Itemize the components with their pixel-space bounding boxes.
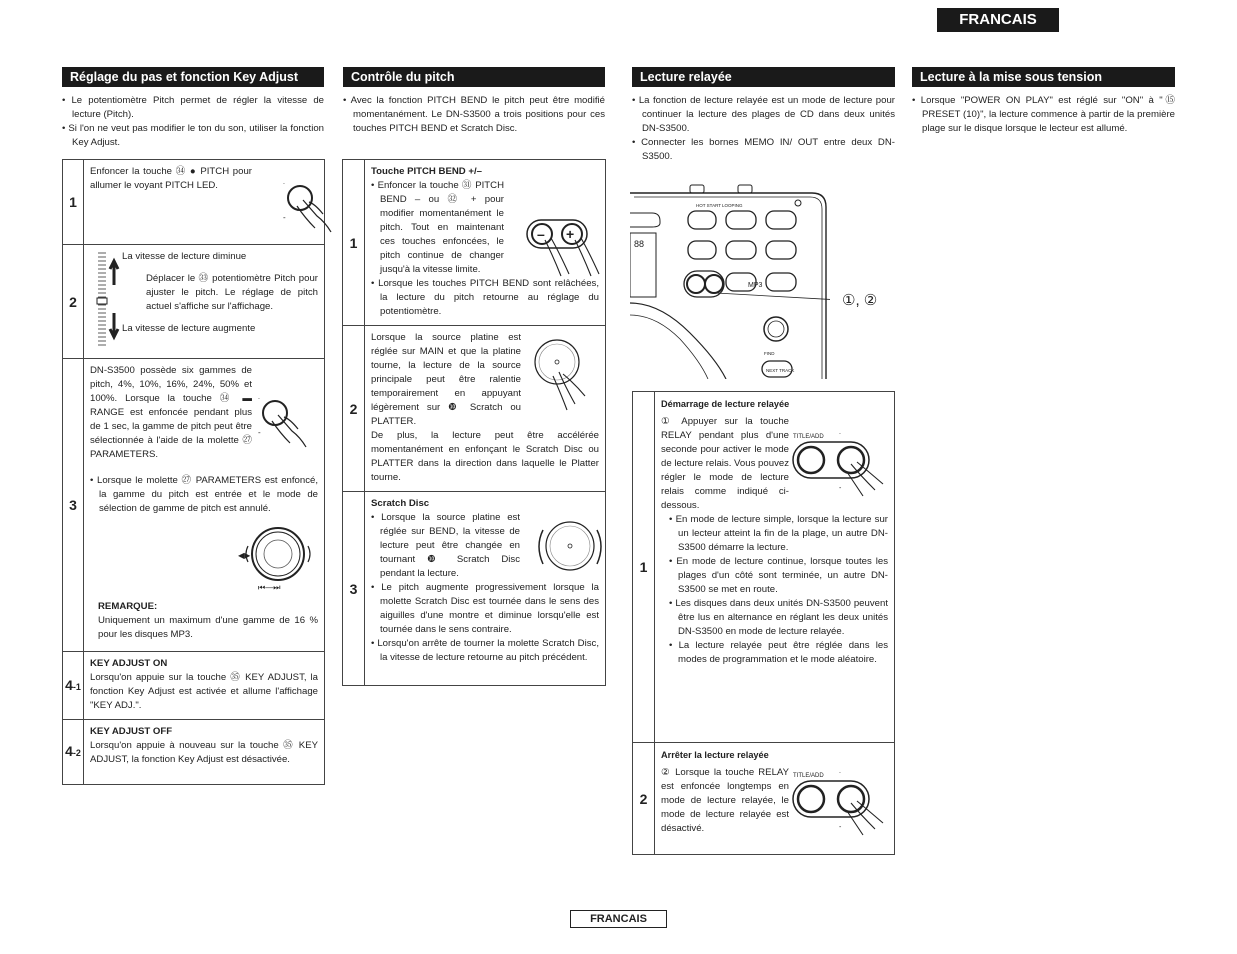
step-body	[365, 160, 606, 326]
step-bullet: • En mode de lecture continue, lorsque toutes les plages d'un côté sont terminée, un autre DN-S3500 se met en route.	[669, 556, 888, 595]
step-number: 1	[343, 160, 365, 326]
step-title: Arrêter la lecture relayée	[661, 750, 769, 760]
intro-bullets	[62, 94, 324, 150]
step-text-2: De plus, la lecture peut être accélérée momentanément en enfonçant le Scratch Disc ou PLATTER dans la direction dans laquelle le Platter tourne.	[371, 430, 599, 483]
step-number: 2	[633, 743, 655, 855]
steps-table-relay	[632, 391, 895, 855]
step-row	[63, 245, 325, 359]
step-number: 3	[343, 492, 365, 686]
intro-bullets	[912, 94, 1175, 136]
step-row	[343, 492, 606, 686]
footer-language-label: FRANCAIS	[570, 910, 667, 928]
section-heading-power-on-play: Lecture à la mise sous tension	[912, 67, 1175, 87]
step-text: DN-S3500 possède six gammes de pitch, 4%, 10%, 16%, 24%, 50% et 100%. Lorsque la touche ㉞ ▬ RANGE est enfoncée pendant plus de 1 sec, la gamme de pitch peut être sélectionnée à l'aide de la molette ㉗ PARAMETERS.	[90, 365, 252, 460]
step-row	[633, 392, 895, 743]
language-tab: FRANCAIS	[937, 8, 1059, 32]
step-bullet: • Lorsque la source platine est réglée sur BEND, la vitesse de lecture peut être changée en tournant ❿ Scratch Disc pendant la lecture.	[371, 512, 520, 579]
relay-button-press-icon	[791, 767, 891, 837]
step-text: Lorsqu'on appuie à nouveau sur la touche ㉟ KEY ADJUST, la fonction Key Adjust est désactivée.	[90, 740, 318, 765]
step-number: 1	[63, 160, 84, 245]
step-title: Scratch Disc	[371, 498, 430, 509]
svg-text:.: .	[283, 179, 285, 186]
step-body	[365, 326, 606, 492]
step-title: KEY ADJUST ON	[90, 658, 168, 669]
finger-press-button-icon	[279, 174, 339, 236]
figure-callout: ①, ②	[842, 292, 878, 309]
parameters-knob-icon	[238, 522, 318, 594]
step-body	[655, 743, 895, 855]
step-body	[84, 245, 325, 359]
section-heading-relay-play: Lecture relayée	[632, 67, 895, 87]
bullet-item: • Avec la fonction PITCH BEND le pitch peut être modifié momentanément. Le DN-S3500 a trois positions pour ces touches PITCH BEND et Scratch Disc.	[343, 95, 605, 134]
slider-top-caption: La vitesse de lecture diminue	[122, 251, 247, 262]
pitch-slider-icon	[96, 249, 122, 353]
finger-press-button-icon	[254, 389, 314, 451]
step-text: ① Appuyer sur la touche RELAY pendant plus d'une seconde pour activer le mode de lecture relais. Vous pouvez régler le mode de lecture relais comme indiqué ci-dessous.	[661, 416, 789, 511]
step-bullet: • Lorsque le molette ㉗ PARAMETERS est enfoncé, la gamme du pitch est entrée et le mode de sélection de gamme de pitch est annulé.	[90, 475, 318, 514]
svg-text:–: –	[537, 226, 545, 242]
step-row	[63, 160, 325, 245]
step-number: 2	[343, 326, 365, 492]
remark-title: REMARQUE:	[98, 601, 158, 612]
svg-text:-: -	[839, 824, 842, 831]
title-add-label: TITLE/ADD	[793, 773, 824, 779]
step-text: Enfoncer la touche ㉞ ● PITCH pour allumer le voyant PITCH LED.	[90, 166, 252, 191]
device-panel-illustration	[630, 183, 830, 379]
step-title: KEY ADJUST OFF	[90, 726, 173, 737]
platter-press-icon	[525, 334, 597, 414]
bullet-item: • Connecter les bornes MEMO IN/ OUT entre deux DN-S3500.	[632, 137, 895, 162]
step-number: 2	[63, 245, 84, 359]
section-heading-pitch-key-adjust: Réglage du pas et fonction Key Adjust	[62, 67, 324, 87]
step-text: Lorsque la source platine est réglée sur MAIN et que la platine tourne, la lecture de la source principale peut être ralentie temporairement en appuyant légèrement sur ❿ Scratch ou PLATTER.	[371, 332, 521, 427]
step-text: Déplacer le ㉝ potentiomètre Pitch pour ajuster le pitch. Le réglage de pitch actuel s'affiche sur l'affichage.	[146, 273, 318, 312]
step-bullet: • Lorsque les touches PITCH BEND sont relâchées, la lecture du pitch retourne au réglage du potentiomètre.	[371, 278, 599, 317]
step-number: 1	[633, 392, 655, 743]
step-row	[343, 160, 606, 326]
bullet-item: • La fonction de lecture relayée est un mode de lecture pour continuer la lecture des plages de CD dans deux unités DN-S3500.	[632, 95, 895, 134]
svg-text:-: -	[283, 213, 286, 222]
step-title: Démarrage de lecture relayée	[661, 399, 790, 409]
step-row	[633, 743, 895, 855]
svg-text:⏮—⏭: ⏮—⏭	[258, 583, 281, 592]
svg-text:.: .	[839, 768, 841, 775]
step-body	[84, 652, 325, 720]
step-number: 3	[63, 359, 84, 652]
relay-button-press-icon	[791, 428, 891, 498]
step-body	[84, 359, 325, 652]
hot-start-label: HOT START	[696, 203, 722, 208]
bullet-item: • Si l'on ne veut pas modifier le ton du son, utiliser la fonction Key Adjust.	[62, 123, 324, 148]
svg-text:◀▶: ◀▶	[238, 551, 251, 560]
step-row	[63, 720, 325, 785]
remark-text: Uniquement un maximum d'une gamme de 16 % pour les disques MP3.	[98, 615, 318, 640]
step-bullet: • Le pitch augmente progressivement lorsque la molette Scratch Disc est tournée dans le sens des aiguilles d'une montre et diminue lorsqu'elle est tournée dans le sens contraire.	[371, 582, 599, 635]
svg-text:.: .	[839, 429, 841, 436]
title-add-label: TITLE/ADD	[793, 434, 824, 440]
section-heading-pitch-control: Contrôle du pitch	[343, 67, 605, 87]
step-body	[365, 492, 606, 686]
step-body	[84, 160, 325, 245]
step-text: ② Lorsque la touche RELAY est enfoncée longtemps en mode de lecture relayée, le mode de lecture relayée est désactivé.	[661, 767, 789, 834]
mp3-label: MP3	[748, 282, 763, 289]
step-row	[63, 359, 325, 652]
step-bullet: • Les disques dans deux unités DN-S3500 peuvent être lus en alternance en réglant les deux unités DN-S3500 en mode de lecture relayée.	[669, 598, 888, 637]
intro-bullets	[632, 94, 895, 164]
svg-text:.: .	[258, 394, 260, 401]
step-text: Lorsqu'on appuie sur la touche ㉟ KEY ADJUST, la fonction Key Adjust est activée et allume l'affichage "KEY ADJ.".	[90, 672, 318, 711]
svg-text:+: +	[566, 226, 575, 242]
bullet-item: • Le potentiomètre Pitch permet de régler la vitesse de lecture (Pitch).	[62, 95, 324, 120]
svg-text:-: -	[839, 485, 842, 492]
step-row	[343, 326, 606, 492]
step-bullet: • Enfoncer la touche ㉛ PITCH BEND – ou ㉜ + pour modifier momentanément le pitch. Tout en maintenant ces touches enfoncées, le pitch continue de changer jusqu'à la vitesse limite.	[371, 180, 504, 275]
intro-bullets	[343, 94, 605, 136]
step-bullet: • La lecture relayée peut être réglée dans les modes de programmation et le mode aléatoire.	[669, 640, 888, 665]
step-number: 4-2	[63, 720, 84, 785]
step-title: Touche PITCH BEND +/–	[371, 166, 482, 177]
step-bullet: • En mode de lecture simple, lorsque la lecture sur un lecteur atteint la fin de la plage, un autre DN-S3500 démarre la lecture.	[669, 514, 888, 553]
steps-table-pitch	[62, 159, 325, 785]
slider-bottom-caption: La vitesse de lecture augmente	[122, 323, 256, 334]
svg-text:-: -	[258, 428, 261, 437]
step-number: 4-1	[63, 652, 84, 720]
steps-table-pitch-control	[342, 159, 606, 686]
next-track-label: NEXT TRACK	[766, 368, 795, 373]
step-body	[84, 720, 325, 785]
step-bullet: • Lorsqu'on arrête de tourner la molette Scratch Disc, la vitesse de lecture retourne au pitch précédent.	[371, 638, 599, 663]
scratch-disc-rotate-icon	[535, 514, 605, 578]
svg-text:88: 88	[634, 239, 645, 249]
bullet-item: • Lorsque "POWER ON PLAY" est réglé sur "ON" à "⑮ PRESET (10)", la lecture commence à partir de la première plage sur le disque lorsque le lecteur est allumé.	[912, 95, 1175, 134]
pitch-bend-buttons-icon	[525, 216, 603, 280]
svg-text:FIND: FIND	[764, 351, 775, 356]
looping-label: LOOPING	[722, 203, 743, 208]
step-row	[63, 652, 325, 720]
step-body	[655, 392, 895, 743]
